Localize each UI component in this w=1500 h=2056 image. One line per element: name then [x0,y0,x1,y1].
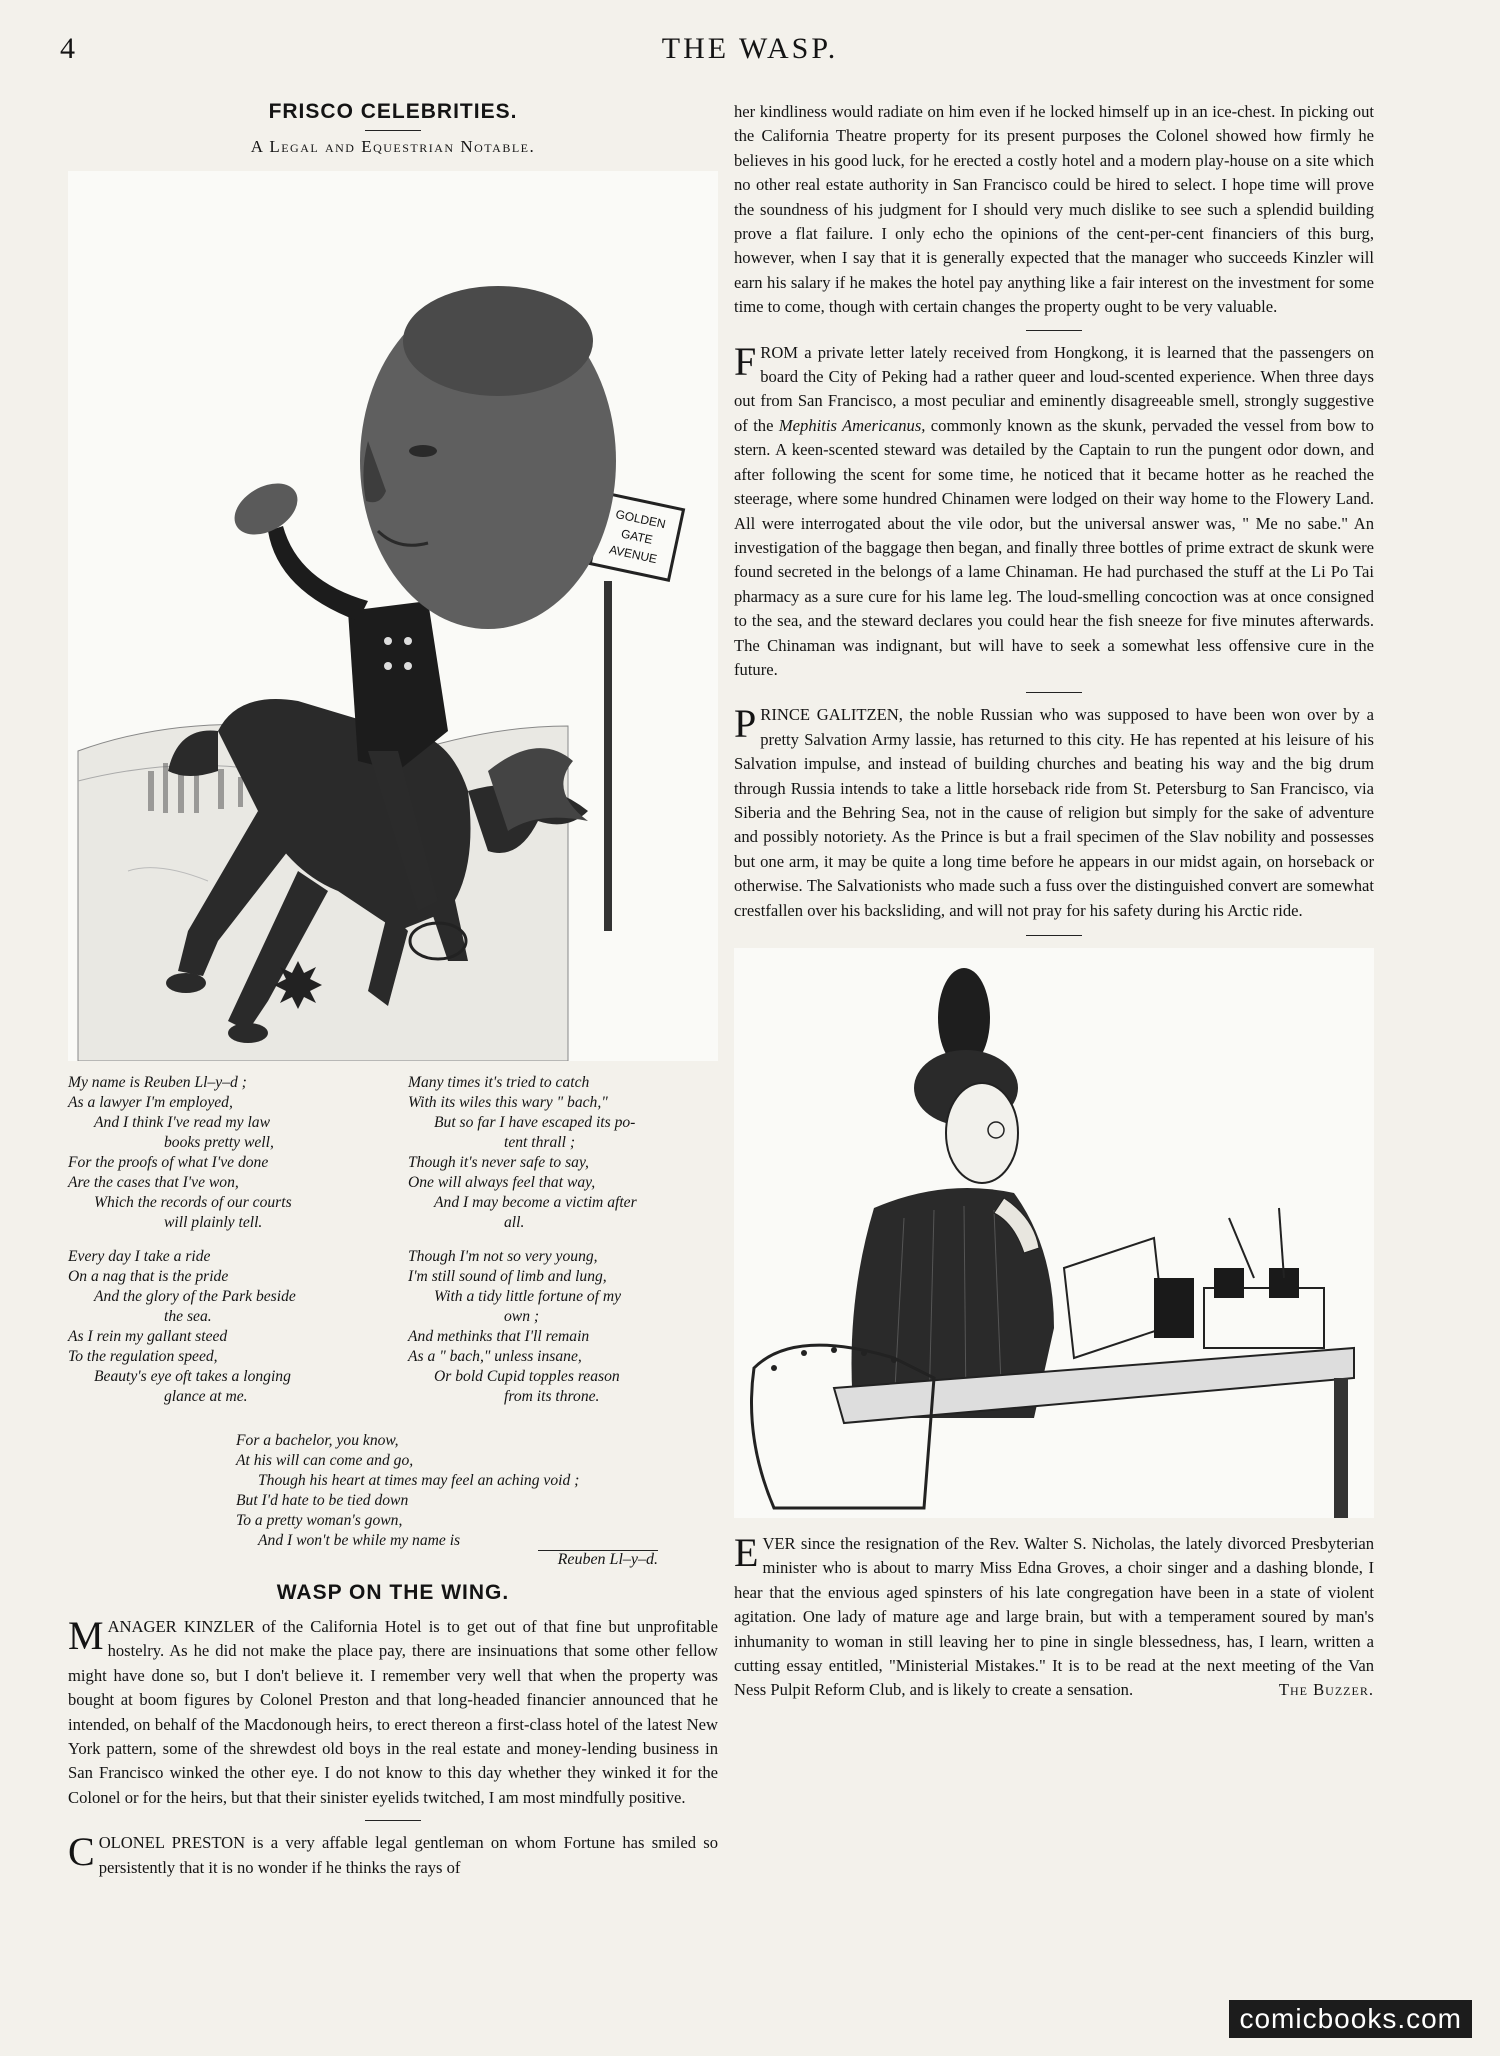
woman-at-desk-illustration [734,948,1374,1518]
poem-line: own ; [504,1308,540,1325]
poem-line: As a " bach," unless insane, [408,1348,582,1365]
poem-line: And I may become a victim after [434,1194,637,1211]
poem-right-column [408,1073,718,1421]
poem-line: all. [504,1214,525,1231]
poem-line: To a pretty woman's gown, [236,1512,403,1529]
poem-line: Many times it's tried to catch [408,1074,590,1091]
poem-line: Though I'm not so very young, [408,1248,598,1265]
poem-line: But so far I have escaped its po- [434,1114,636,1131]
poem-line: Are the cases that I've won, [68,1174,239,1191]
poem-line: With a tidy little fortune of my [434,1288,622,1305]
poem-stanza [68,1247,378,1407]
galitzen-paragraph: PRINCE GALITZEN, the noble Russian who was supposed to have been won over by a pretty Salvation Army lassie, has returned to this city. He has repented at his leisure of his Salvation impulse, and instead of building churches and beating his way and the big drum through Russia intends to take a little horseback ride from St. Petersburg to San Francisco, via Siberia and the Behring Sea, not in the cause of religion but simply for the sake of adventure and possibly notoriety. As the Prince is but a frail specimen of the Slav nobility and possesses but one arm, it may be quite a long time before he appears in our midst again, on horseback or otherwise. The Salvationists who made such a fuss over the distinguished convert are somewhat crestfallen over his backsliding, and will not pray for his safety during his Arctic ride. [734,701,1374,920]
poem-line: the sea. [164,1308,212,1325]
poem-line: glance at me. [164,1388,248,1405]
divider [365,130,421,131]
divider [365,1820,421,1821]
caricature-horseman-svg [68,171,718,1061]
poem-line: At his will can come and go, [236,1452,414,1469]
poem-stanza [68,1073,378,1233]
poem-line: As a lawyer I'm employed, [68,1094,233,1111]
caricature-illustration [68,171,718,1061]
poem-line: With its wiles this wary " bach," [408,1094,608,1111]
signpost-text: GOLDEN [614,506,667,532]
left-column [68,100,718,1940]
drop-cap: P [734,701,757,747]
poem-stanza [408,1073,718,1233]
preston-paragraph: COLONEL PRESTON is a very affable legal gentleman on whom Fortune has smiled so persistently that it is no wonder if he thinks the rays of [68,1829,718,1877]
poem-line: I'm still sound of limb and lung, [408,1268,607,1285]
divider [1026,330,1082,331]
poem-line: And I think I've read my law [94,1114,270,1131]
feature-title: FRISCO CELEBRITIES. [268,100,518,123]
watermark-logo: comicbooks.com [1229,2000,1472,2038]
poem-line: will plainly tell. [164,1214,263,1231]
poem-left-column [68,1073,378,1421]
poem-line: Which the records of our courts [94,1194,292,1211]
poem-signature: Reuben Ll–y–d. [68,1551,718,1569]
feature-subtitle: A Legal and Equestrian Notable. [250,137,536,156]
hongkong-paragraph: FROM a private letter lately received from Hongkong, it is learned that the passengers on board the City of Peking had a rather queer and loud-scented experience. When three days out from San Francisco, a most peculiar and eminently disagreeable smell, strongly suggestive of the Mephitis Americanus, commonly known as the skunk, pervaded the vessel from bow to stern. A keen-scented steward was detailed by the Captain to run the pungent odor down, and after following the scent for some time, he noticed that it became hotter as he reached the steerage, where some hundred Chinamen were lodged on their way home to the Flowery Land. All were interrogated about the vile odor, but the universal answer was, " Me no sabe." An investigation of the baggage then began, and finally three bottles of prime extract de skunk were found secreted in the belongs of a lame Chinaman. He had purchased the stuff at the Li Po Tai pharmacy as a sure cure for his lame leg. The loud-smelling concoction was at once consigned to the sea, and the steward declares you could hear the fish sneeze for five minutes afterwards. The Chinaman was indignant, but will have to seek a somewhat less offensive cure in the future. [734,338,1374,679]
woman-writing-svg [734,948,1374,1518]
poem-line: My name is Reuben Ll–y–d ; [68,1074,247,1091]
italic-term: Mephitis Americanus, [778,415,926,435]
drop-cap: C [68,1829,95,1875]
divider [1026,935,1082,936]
poem-coda [236,1431,718,1551]
section-title: WASP ON THE WING. [276,1581,510,1604]
svg-text:GATE: GATE [619,526,654,547]
poem-line: As I rein my gallant steed [68,1328,228,1345]
poem-line: For a bachelor, you know, [236,1432,399,1449]
poem-line: And the glory of the Park beside [94,1288,296,1305]
divider [1026,692,1082,693]
svg-text:AVENUE: AVENUE [607,542,659,567]
poem-line: One will always feel that way, [408,1174,596,1191]
right-column [734,100,1374,1940]
poem-stanza [408,1247,718,1407]
poem-line: But I'd hate to be tied down [236,1492,409,1509]
poem-line: Every day I take a ride [68,1248,211,1265]
poem-line: For the proofs of what I've done [68,1154,269,1171]
page-number: 4 [60,32,75,65]
nicholas-paragraph: EVER since the resignation of the Rev. Walter S. Nicholas, the lately divorced Presbyterian minister who is about to marry Miss Edna Groves, a choir singer and a dashing blonde, I hear that the envious aged spinsters of his late congregation have been in a state of violent agitation. One lady of mature age and large brain, but with a temperament soured by man's inhumanity to woman in still leaving her to pine in single blessedness, has, I learn, written a cutting essay entitled, "Ministerial Mistakes." It is to be read at the next meeting of the Van Ness Pulpit Reform Club, and is likely to create a sensation. The Buzzer. [734,1532,1374,1703]
poem-line: tent thrall ; [504,1134,576,1151]
poem-line: Or bold Cupid topples reason [434,1368,620,1385]
poem-line: And I won't be while my name is [258,1532,461,1549]
drop-cap: F [734,338,757,384]
poem-line: Though it's never safe to say, [408,1154,589,1171]
drop-cap: M [68,1613,104,1658]
poem-line: books pretty well, [164,1134,274,1151]
preston-continued-paragraph: her kindliness would radiate on him even if he locked himself up in an ice-chest. In picking out the California Theatre property for its present purposes the Colonel showed how firmly he believes in his good luck, for he erected a costly hotel and a modern play-house on a site which no other real estate authority in San Francisco could be hired to select. I hope time will prove the soundness of his judgment for I should very much dislike to see such a splendid building prove a flat failure. I only echo the opinions of the cent-per-cent financiers of this burg, however, when I say that it is generally expected that the manager who succeeds Kinzler will earn his salary if he makes the hotel pay anything like a fair interest on the investment for some time to come, though with certain changes the property ought to be very valuable. [734,102,1374,317]
masthead: THE WASP. [661,32,839,65]
poem-line: On a nag that is the pride [68,1268,229,1285]
poem-line: Beauty's eye oft takes a longing [94,1368,291,1385]
poem-line: To the regulation speed, [68,1348,218,1365]
drop-cap: E [734,1530,759,1575]
signoff: The Buzzer. [1278,1680,1374,1700]
kinzler-paragraph: MANAGER KINZLER of the California Hotel is to get out of that fine but unprofitable hostelry. As he did not make the place pay, there are insinuations that some other fellow might have done so, but I don't believe it. I remember very well that when the property was bought at boom figures by Colonel Preston and that long-headed financier announced that he intended, on behalf of the Macdonough heirs, to erect thereon a first-class hotel of the latest New York pattern, some of the shrewdest old boys in the real estate and money-lending business in San Francisco winked the other eye. I do not know to this day whether they winked it for the Colonel or for the heirs, but that their sinister eyelids twitched, I am most mindfully positive. [68,1613,718,1807]
poem-line: from its throne. [504,1388,600,1405]
poem-line: And methinks that I'll remain [408,1328,590,1345]
poem-line: Though his heart at times may feel an aching void ; [258,1472,580,1489]
poem [68,1073,718,1421]
